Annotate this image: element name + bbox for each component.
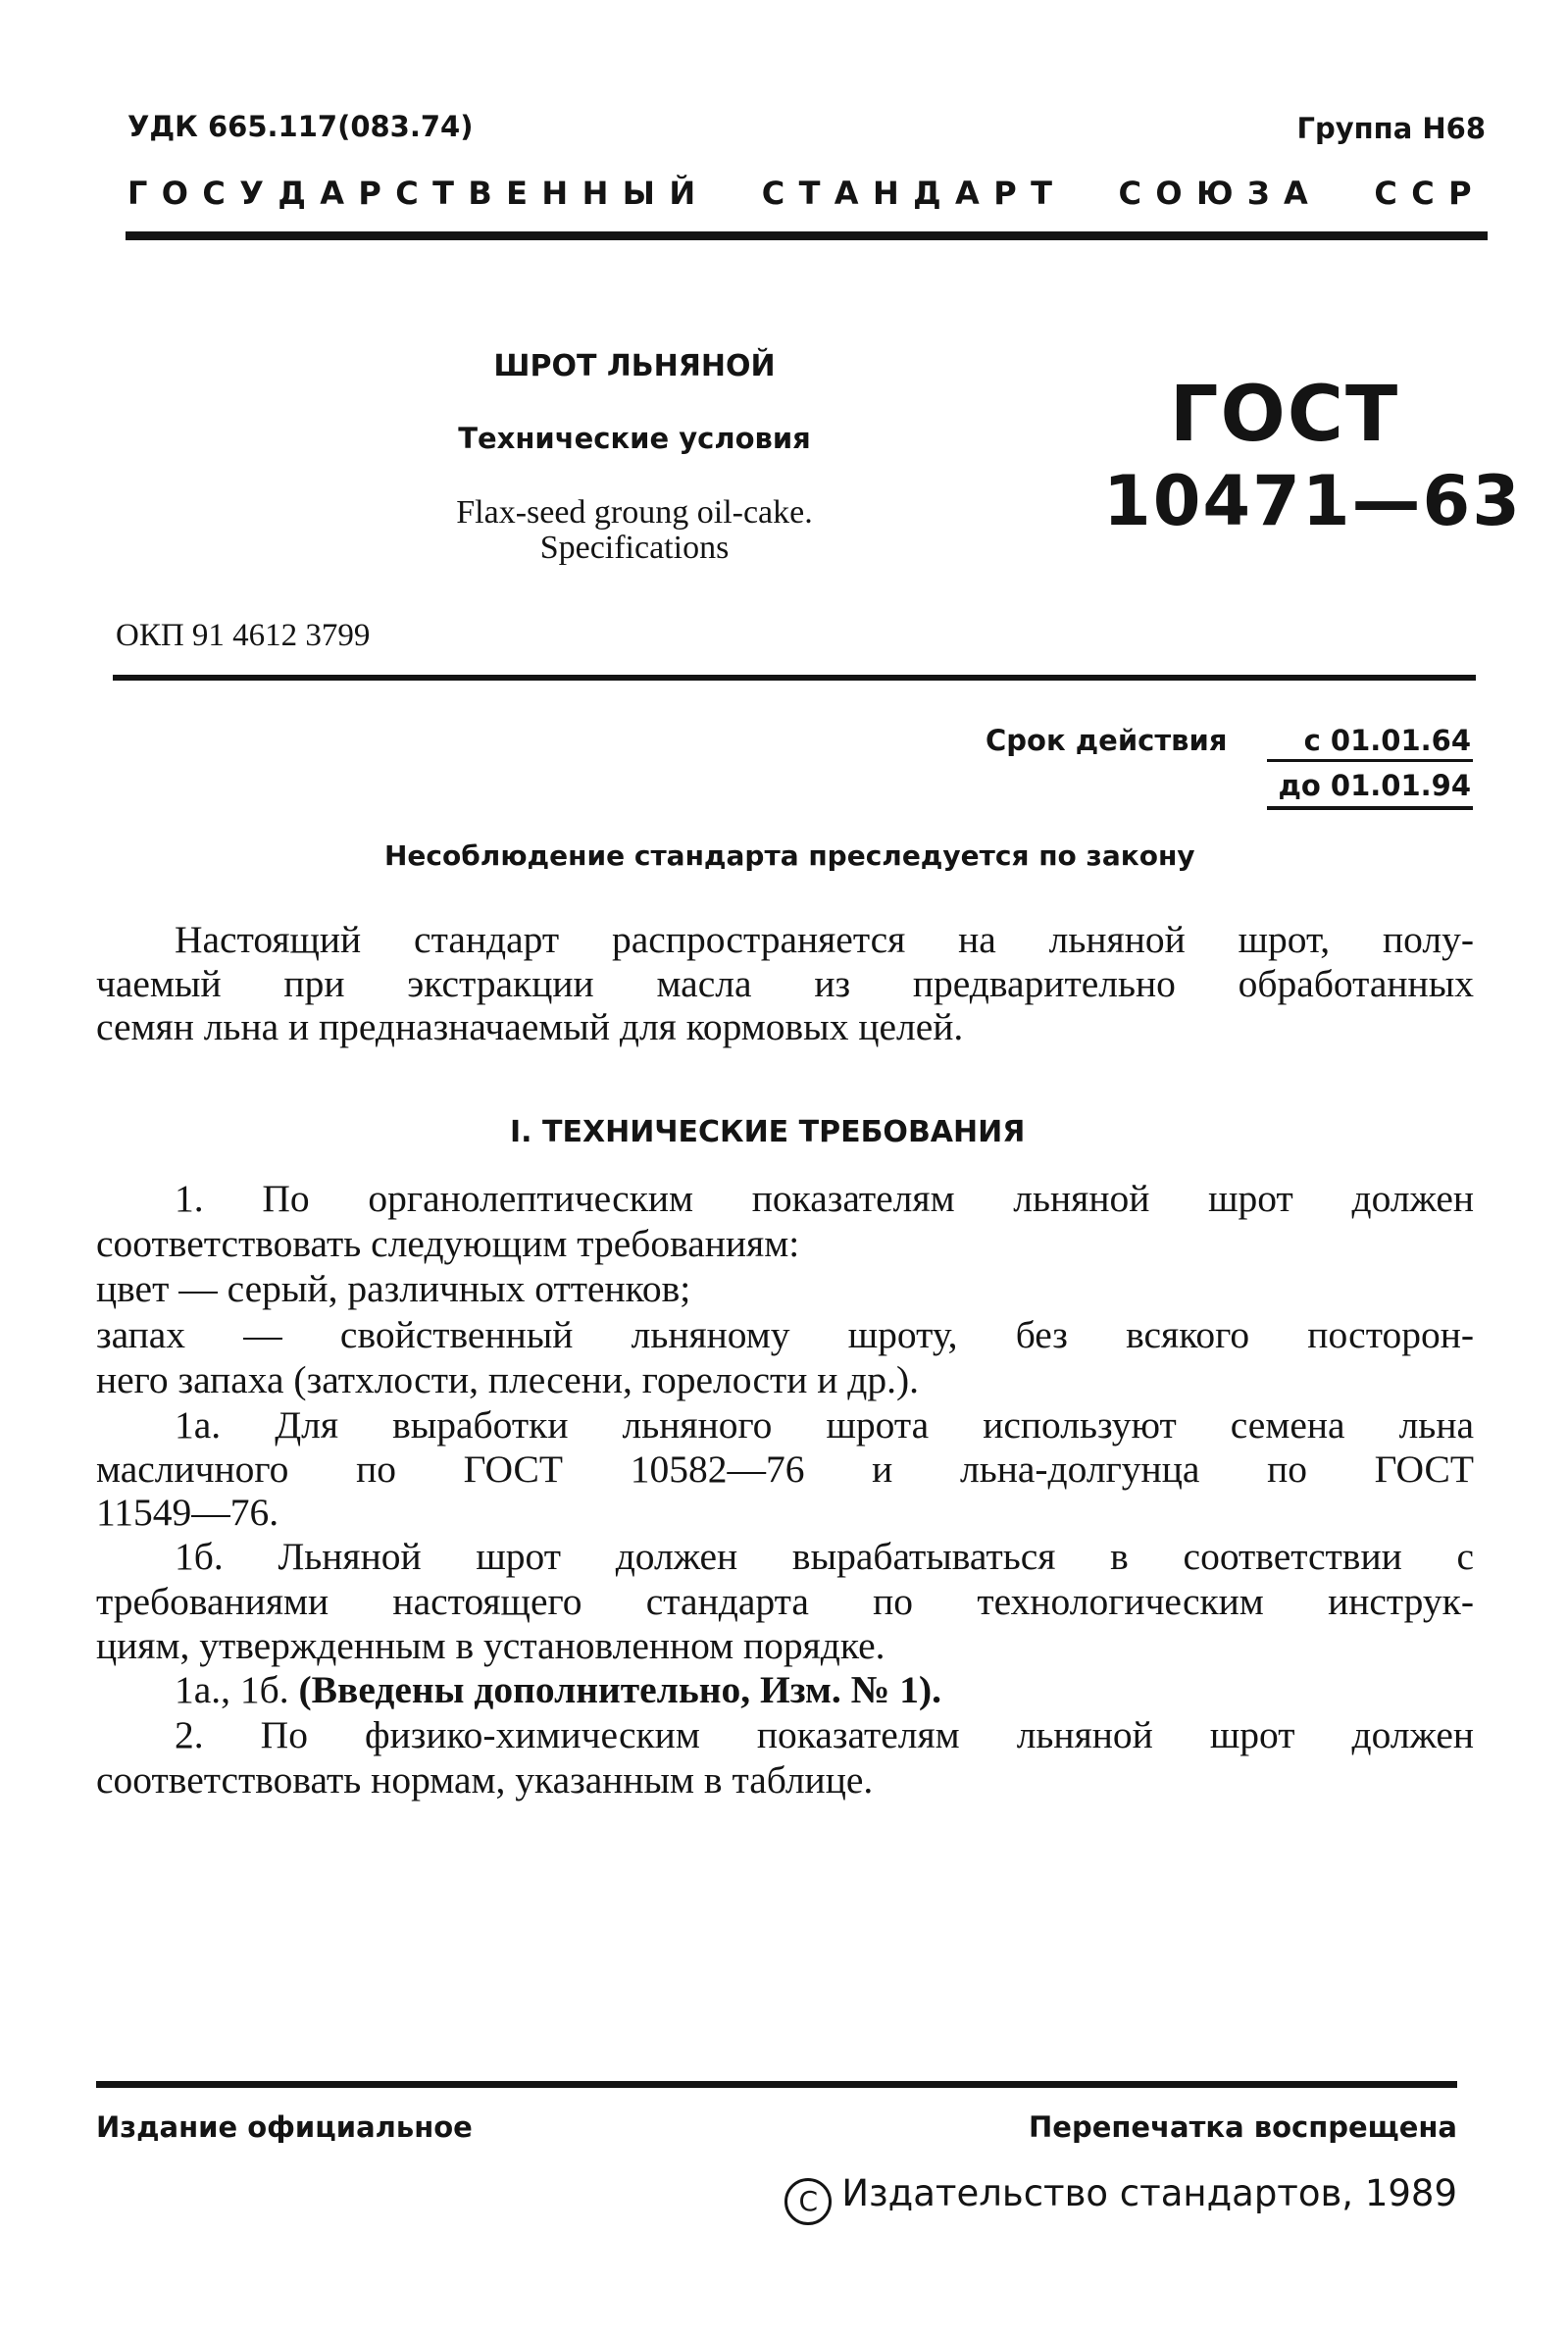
paragraph-line: требованиями настоящего стандарта по технологическим инструк- bbox=[96, 1580, 1474, 1623]
section-heading: I. ТЕХНИЧЕСКИЕ ТРЕБОВАНИЯ bbox=[510, 1115, 1026, 1149]
paragraph-line: 2. По физико-химическим показателям льняной шрот должен bbox=[175, 1713, 1474, 1756]
okp-code: ОКП 91 4612 3799 bbox=[116, 618, 371, 653]
state-standard-banner bbox=[127, 175, 1486, 212]
validity-to: до 01.01.94 bbox=[1278, 769, 1471, 802]
paragraph-line: 11549—76. bbox=[96, 1491, 279, 1534]
english-title-line1: Flax-seed groung oil-cake. bbox=[456, 494, 813, 531]
validity-to-rule bbox=[1267, 806, 1473, 810]
reprint-notice: Перепечатка воспрещена bbox=[1029, 2110, 1457, 2144]
paragraph-line: 1б. Льняной шрот должен вырабатываться в соответствии с bbox=[175, 1535, 1474, 1578]
document-subtitle: Технические условия bbox=[458, 422, 811, 455]
gost-label: ГОСТ bbox=[1169, 371, 1400, 459]
validity-label: Срок действия bbox=[986, 724, 1228, 757]
banner-word-gosudarstvenny: ГОСУДАРСТВЕННЫЙ bbox=[127, 175, 710, 212]
amendment-prefix: 1а., 1б. bbox=[175, 1668, 289, 1711]
publisher-line bbox=[784, 2172, 1457, 2225]
udk-code: УДК 665.117(083.74) bbox=[127, 110, 474, 143]
intro-line: чаемый при экстракции масла из предварительно обработанных bbox=[96, 962, 1474, 1005]
official-edition: Издание официальное bbox=[96, 2110, 473, 2144]
paragraph-line: масличного по ГОСТ 10582—76 и льна-долгунца по ГОСТ bbox=[96, 1447, 1474, 1491]
paragraph-line: соответствовать нормам, указанным в таблице. bbox=[96, 1758, 874, 1802]
amendment-note: (Введены дополнительно, Изм. № 1). bbox=[298, 1668, 942, 1711]
paragraph-line: цвет — серый, различных оттенков; bbox=[96, 1267, 691, 1310]
paragraph-line: 1а. Для выработки льняного шрота используют семена льна bbox=[175, 1403, 1474, 1447]
amendment-line bbox=[96, 1670, 1474, 1709]
document-title: ШРОТ ЛЬНЯНОЙ bbox=[493, 349, 776, 383]
banner-word-ssr: ССР bbox=[1374, 175, 1486, 212]
validity-from-rule bbox=[1267, 759, 1473, 762]
header-rule bbox=[126, 231, 1488, 240]
validity-from: с 01.01.64 bbox=[1303, 724, 1471, 757]
paragraph-line: запах — свойственный льняному шроту, без всякого посторон- bbox=[96, 1313, 1474, 1356]
banner-word-standart: СТАНДАРТ bbox=[761, 175, 1067, 212]
paragraph-line: соответствовать следующим требованиям: bbox=[96, 1222, 800, 1265]
publisher-name: Издательство стандартов, 1989 bbox=[841, 2172, 1457, 2214]
group-code: Группа Н68 bbox=[1296, 112, 1486, 145]
intro-line: семян льна и предназначаемый для кормовых целей. bbox=[96, 1005, 964, 1048]
paragraph-line: 1. По органолептическим показателям льняной шрот должен bbox=[175, 1177, 1474, 1220]
gost-number: 10471—63 bbox=[1103, 461, 1522, 541]
intro-line: Настоящий стандарт распространяется на льняной шрот, полу- bbox=[175, 918, 1474, 961]
english-title-line2: Specifications bbox=[539, 530, 730, 566]
copyright-icon: C bbox=[784, 2178, 832, 2225]
law-notice: Несоблюдение стандарта преследуется по закону bbox=[384, 839, 1195, 872]
paragraph-line: циям, утвержденным в установленном порядке. bbox=[96, 1624, 885, 1667]
title-rule bbox=[113, 675, 1476, 681]
footer-rule bbox=[96, 2081, 1457, 2088]
banner-word-soyuza: СОЮЗА bbox=[1118, 175, 1323, 212]
paragraph-line: него запаха (затхлости, плесени, горелости и др.). bbox=[96, 1358, 920, 1401]
